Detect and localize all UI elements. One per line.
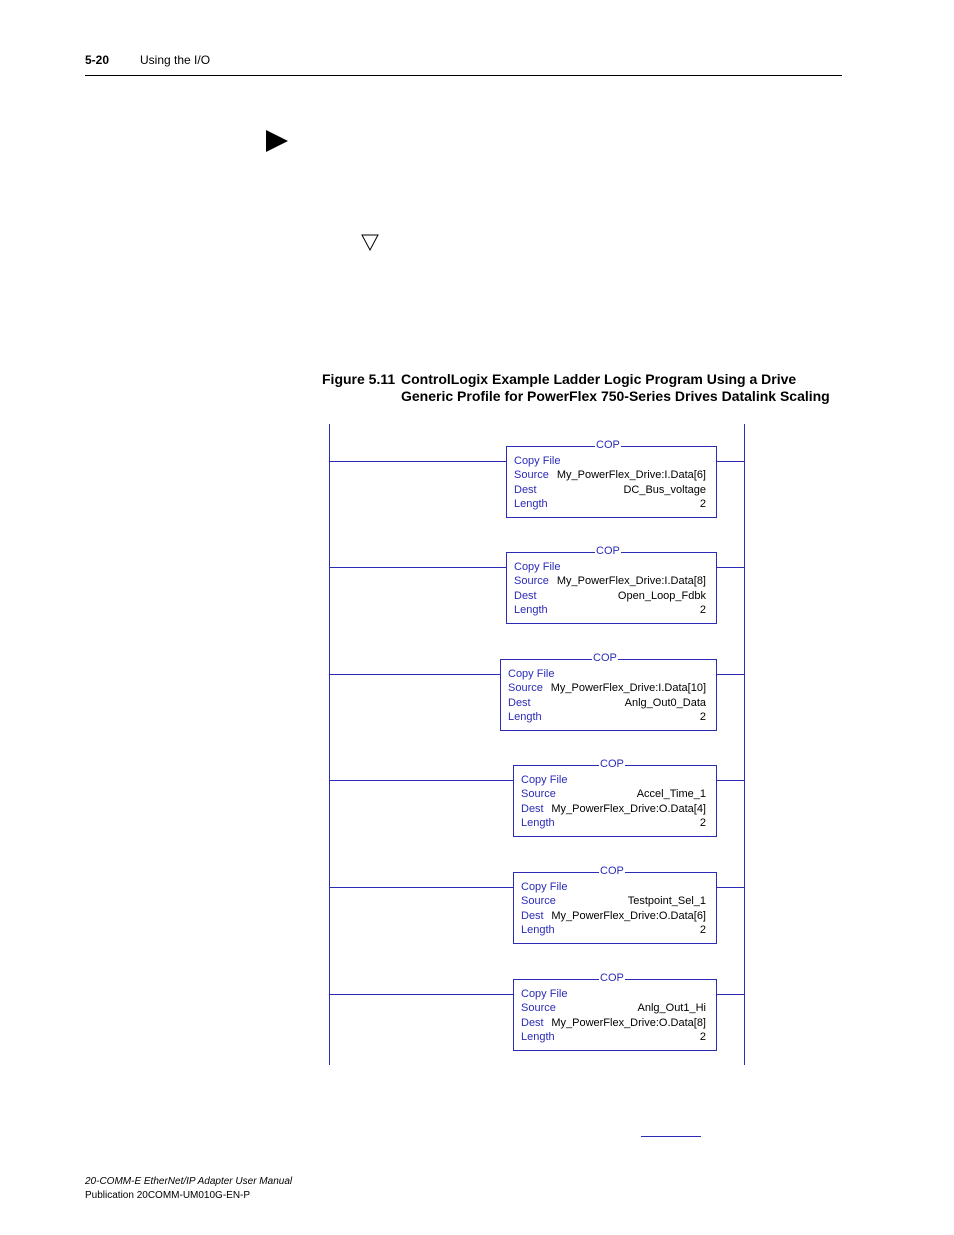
copy-file-title-label: Copy File [521,988,568,1000]
source-row-label: Source [514,575,549,588]
section-title: Using the I/O [140,53,211,67]
cop-label: COP [600,865,624,877]
footer-publication: Publication 20COMM-UM010G-EN-P [85,1190,251,1201]
length-row-value: 2 [699,603,706,616]
source-row-value: My_PowerFlex_Drive:I.Data[10] [550,682,706,695]
source-row-label: Source [521,1002,556,1015]
rung-wire-left [329,887,513,888]
rung-wire-right [717,567,744,568]
triangle-down-icon [361,234,379,251]
copy-file-title [521,773,706,787]
source-row-value: Accel_Time_1 [636,788,706,801]
length-row-label: Length [521,1030,555,1043]
copy-file-title [521,987,706,1001]
footer-link-underline[interactable] [641,1136,701,1137]
source-row [514,468,706,482]
copy-file-title-label: Copy File [521,774,568,786]
copy-file-title-label: Copy File [521,881,568,893]
source-row-value: Anlg_Out1_Hi [637,1002,706,1015]
rung-wire-right [717,674,744,675]
dest-row [508,696,706,710]
cop-instruction[interactable] [506,439,717,518]
length-row-value: 2 [699,710,706,723]
source-row [521,894,706,908]
length-row [521,1030,706,1044]
copy-file-title-label: Copy File [514,561,561,573]
dest-row [521,802,706,816]
dest-row-value: My_PowerFlex_Drive:O.Data[4] [551,802,706,815]
dest-row [521,1016,706,1030]
source-row-value: Testpoint_Sel_1 [627,895,706,908]
dest-row-value: DC_Bus_voltage [623,483,706,496]
source-row-value: My_PowerFlex_Drive:I.Data[8] [556,575,706,588]
right-power-rail [744,424,745,1065]
length-row-value: 2 [699,923,706,936]
cop-instruction[interactable] [500,652,717,731]
dest-row-value: Open_Loop_Fdbk [617,589,706,602]
length-row [521,923,706,937]
source-row [508,681,706,695]
cop-label: COP [600,972,624,984]
copy-file-title [508,667,706,681]
source-row-label: Source [508,682,543,695]
length-row [508,710,706,724]
length-row-value: 2 [699,497,706,510]
rung-wire-left [329,461,506,462]
dest-row-label: Dest [521,909,544,922]
dest-row [514,589,706,603]
dest-row-label: Dest [514,483,537,496]
cop-label: COP [600,758,624,770]
cop-instruction[interactable] [513,865,717,944]
dest-row [514,483,706,497]
figure-caption: ControlLogix Example Ladder Logic Program Using a Drive Generic Profile for PowerFlex 750-Series Drives Datalink Scaling [401,371,830,404]
source-row [521,787,706,801]
copy-file-title-label: Copy File [508,668,555,680]
length-row [521,816,706,830]
length-row-label: Length [514,497,548,510]
cop-instruction[interactable] [513,758,717,837]
rung-wire-right [717,461,744,462]
rung-wire-right [717,887,744,888]
dest-row-label: Dest [521,802,544,815]
dest-row-value: My_PowerFlex_Drive:O.Data[6] [551,909,706,922]
copy-file-title-label: Copy File [514,455,561,467]
length-row [514,497,706,511]
length-row-label: Length [521,816,555,829]
copy-file-title [521,880,706,894]
cop-instruction[interactable] [513,972,717,1051]
header-rule [85,75,842,76]
rung-wire-right [717,780,744,781]
length-row [514,603,706,617]
dest-row-label: Dest [514,589,537,602]
rung-wire-left [329,780,513,781]
source-row-value: My_PowerFlex_Drive:I.Data[6] [556,469,706,482]
footer-manual-title: 20-COMM-E EtherNet/IP Adapter User Manual [85,1176,293,1187]
dest-row-value: My_PowerFlex_Drive:O.Data[8] [551,1016,706,1029]
length-row-value: 2 [699,1030,706,1043]
rung-wire-left [329,674,500,675]
dest-row-label: Dest [508,696,531,709]
source-row-label: Source [521,788,556,801]
cop-label: COP [596,545,620,557]
source-row-label: Source [514,469,549,482]
copy-file-title [514,454,706,468]
arrow-right-icon [266,130,288,152]
source-row [521,1001,706,1015]
cop-label: COP [596,439,620,451]
left-power-rail [329,424,330,1065]
cop-instruction[interactable] [506,545,717,624]
figure-label: Figure 5.11 [322,371,396,387]
dest-row-label: Dest [521,1016,544,1029]
rung-wire-left [329,567,506,568]
cop-label: COP [593,652,617,664]
length-row-label: Length [514,603,548,616]
copy-file-title [514,560,706,574]
source-row-label: Source [521,895,556,908]
length-row-value: 2 [699,816,706,829]
dest-row-value: Anlg_Out0_Data [624,696,706,709]
page-number: 5-20 [85,53,110,67]
source-row [514,574,706,588]
length-row-label: Length [508,710,542,723]
rung-wire-left [329,994,513,995]
rung-wire-right [717,994,744,995]
length-row-label: Length [521,923,555,936]
dest-row [521,909,706,923]
